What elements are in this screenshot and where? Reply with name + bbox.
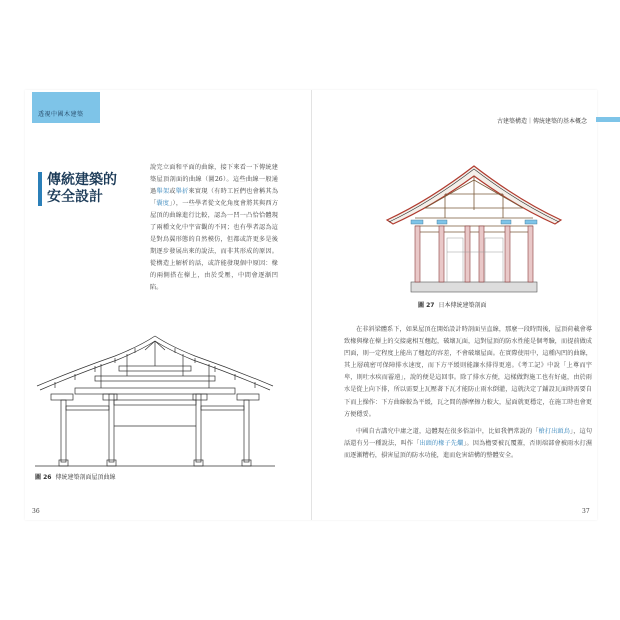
highlight-term: 舉架 [156,188,170,195]
body-text: 中國自古講究中庸之道，這體現在很多俗語中，比如我們常說的「 [356,427,539,435]
page-number-left: 36 [32,508,40,515]
chapter-tab-label: 透視中國木建築 [38,111,84,118]
figure-27-caption [418,300,486,309]
page-number-right: 37 [582,508,590,515]
body-text: 說完立面和平面的曲線，接下來看一下傳統建築屋頂剖面的曲線（圖26）。這些曲線一般通過 [150,164,278,195]
figure-caption-text: 日本傳統建築剖面 [438,302,487,309]
paragraph: 在非斜梁體系下，如果屋頂在開始設計時剖面呈直線，那麼一段時間後，屋頂荷載會導致椽與椽在檁上的交接處相互翹起，破壞瓦面，這對屋頂的防水性能是個考驗，而提前做成凹面，則一定程度上能出了翹起的容差，不會破壞屋面。在實際使用中，這種內凹的曲線，其上層疏密可保障排水速度，而下方平緩則能讓水排得更遠。《考工記》中說「上尊而宇卑，則吐水疾而霤遠」，說的便是這回事。除了排水方便，這樣做對施工也有好處，由於雨水是從上向下排，所以需要上瓦壓著下瓦才能防止雨水倒灌，這就決定了鋪設瓦面時需要自下而上操作：下方曲線較為平緩，瓦之間的靜摩擦力較大，屋面就更穩定，在施工時也會更方便穩妥。 [344,326,592,418]
running-header-tab [596,117,620,122]
left-body-text [150,162,278,294]
book-gutter [311,90,312,520]
body-text: 或 [169,188,176,195]
section-title [47,172,117,206]
figure-26-caption [35,472,115,481]
section-title-bar [38,172,42,206]
paragraph [344,426,592,462]
header-rule [32,122,100,123]
running-header: 古建築構造｜傳統建築的基本概念 [497,118,588,125]
highlight-term: 出頭的椽子先爛 [419,439,464,447]
body-text: 來實現（有時工匠們也會稱其為「 [150,188,279,207]
figure-27-japanese-section-drawing [385,160,563,296]
figure-26-roof-section-drawing [35,330,275,468]
body-text: 」），一些學者從文化角度會將其與西方屋頂的曲線進行比較，認為一凹一凸恰恰體現了兩種文化中宇宙觀的不同；也有學者認為這是對鳥翼形態的自然模仿，但都或許更多是後期逐步發展出來的說法，而非其形成的原因。從構造上解析的話，或許能發現個中原因：椽的兩側搭在檁上，由於受壓，中間會逐漸凹陷。 [150,200,279,291]
body-text: 」，這句話還有另一種說法，叫作「 [344,427,593,447]
right-body-text [344,324,592,467]
highlight-term: 舉折 [175,188,189,195]
figure-number: 圖 26 [35,474,52,481]
body-text: 」。因為檐要被瓦覆蓋，否則端部會被雨水打濕而逐漸糟朽，損害屋頂的防水功能，進而危害結構的整體安全。 [344,439,593,459]
figure-caption-text: 傳統建築剖面屋頂曲線 [55,474,116,481]
highlight-term: 囊度 [156,200,170,207]
figure-number: 圖 27 [418,302,435,309]
section-title-line1: 傳統建築的 [47,172,117,188]
highlight-term: 槍打出頭鳥 [538,427,571,435]
section-title-line2: 安全設計 [47,189,103,205]
